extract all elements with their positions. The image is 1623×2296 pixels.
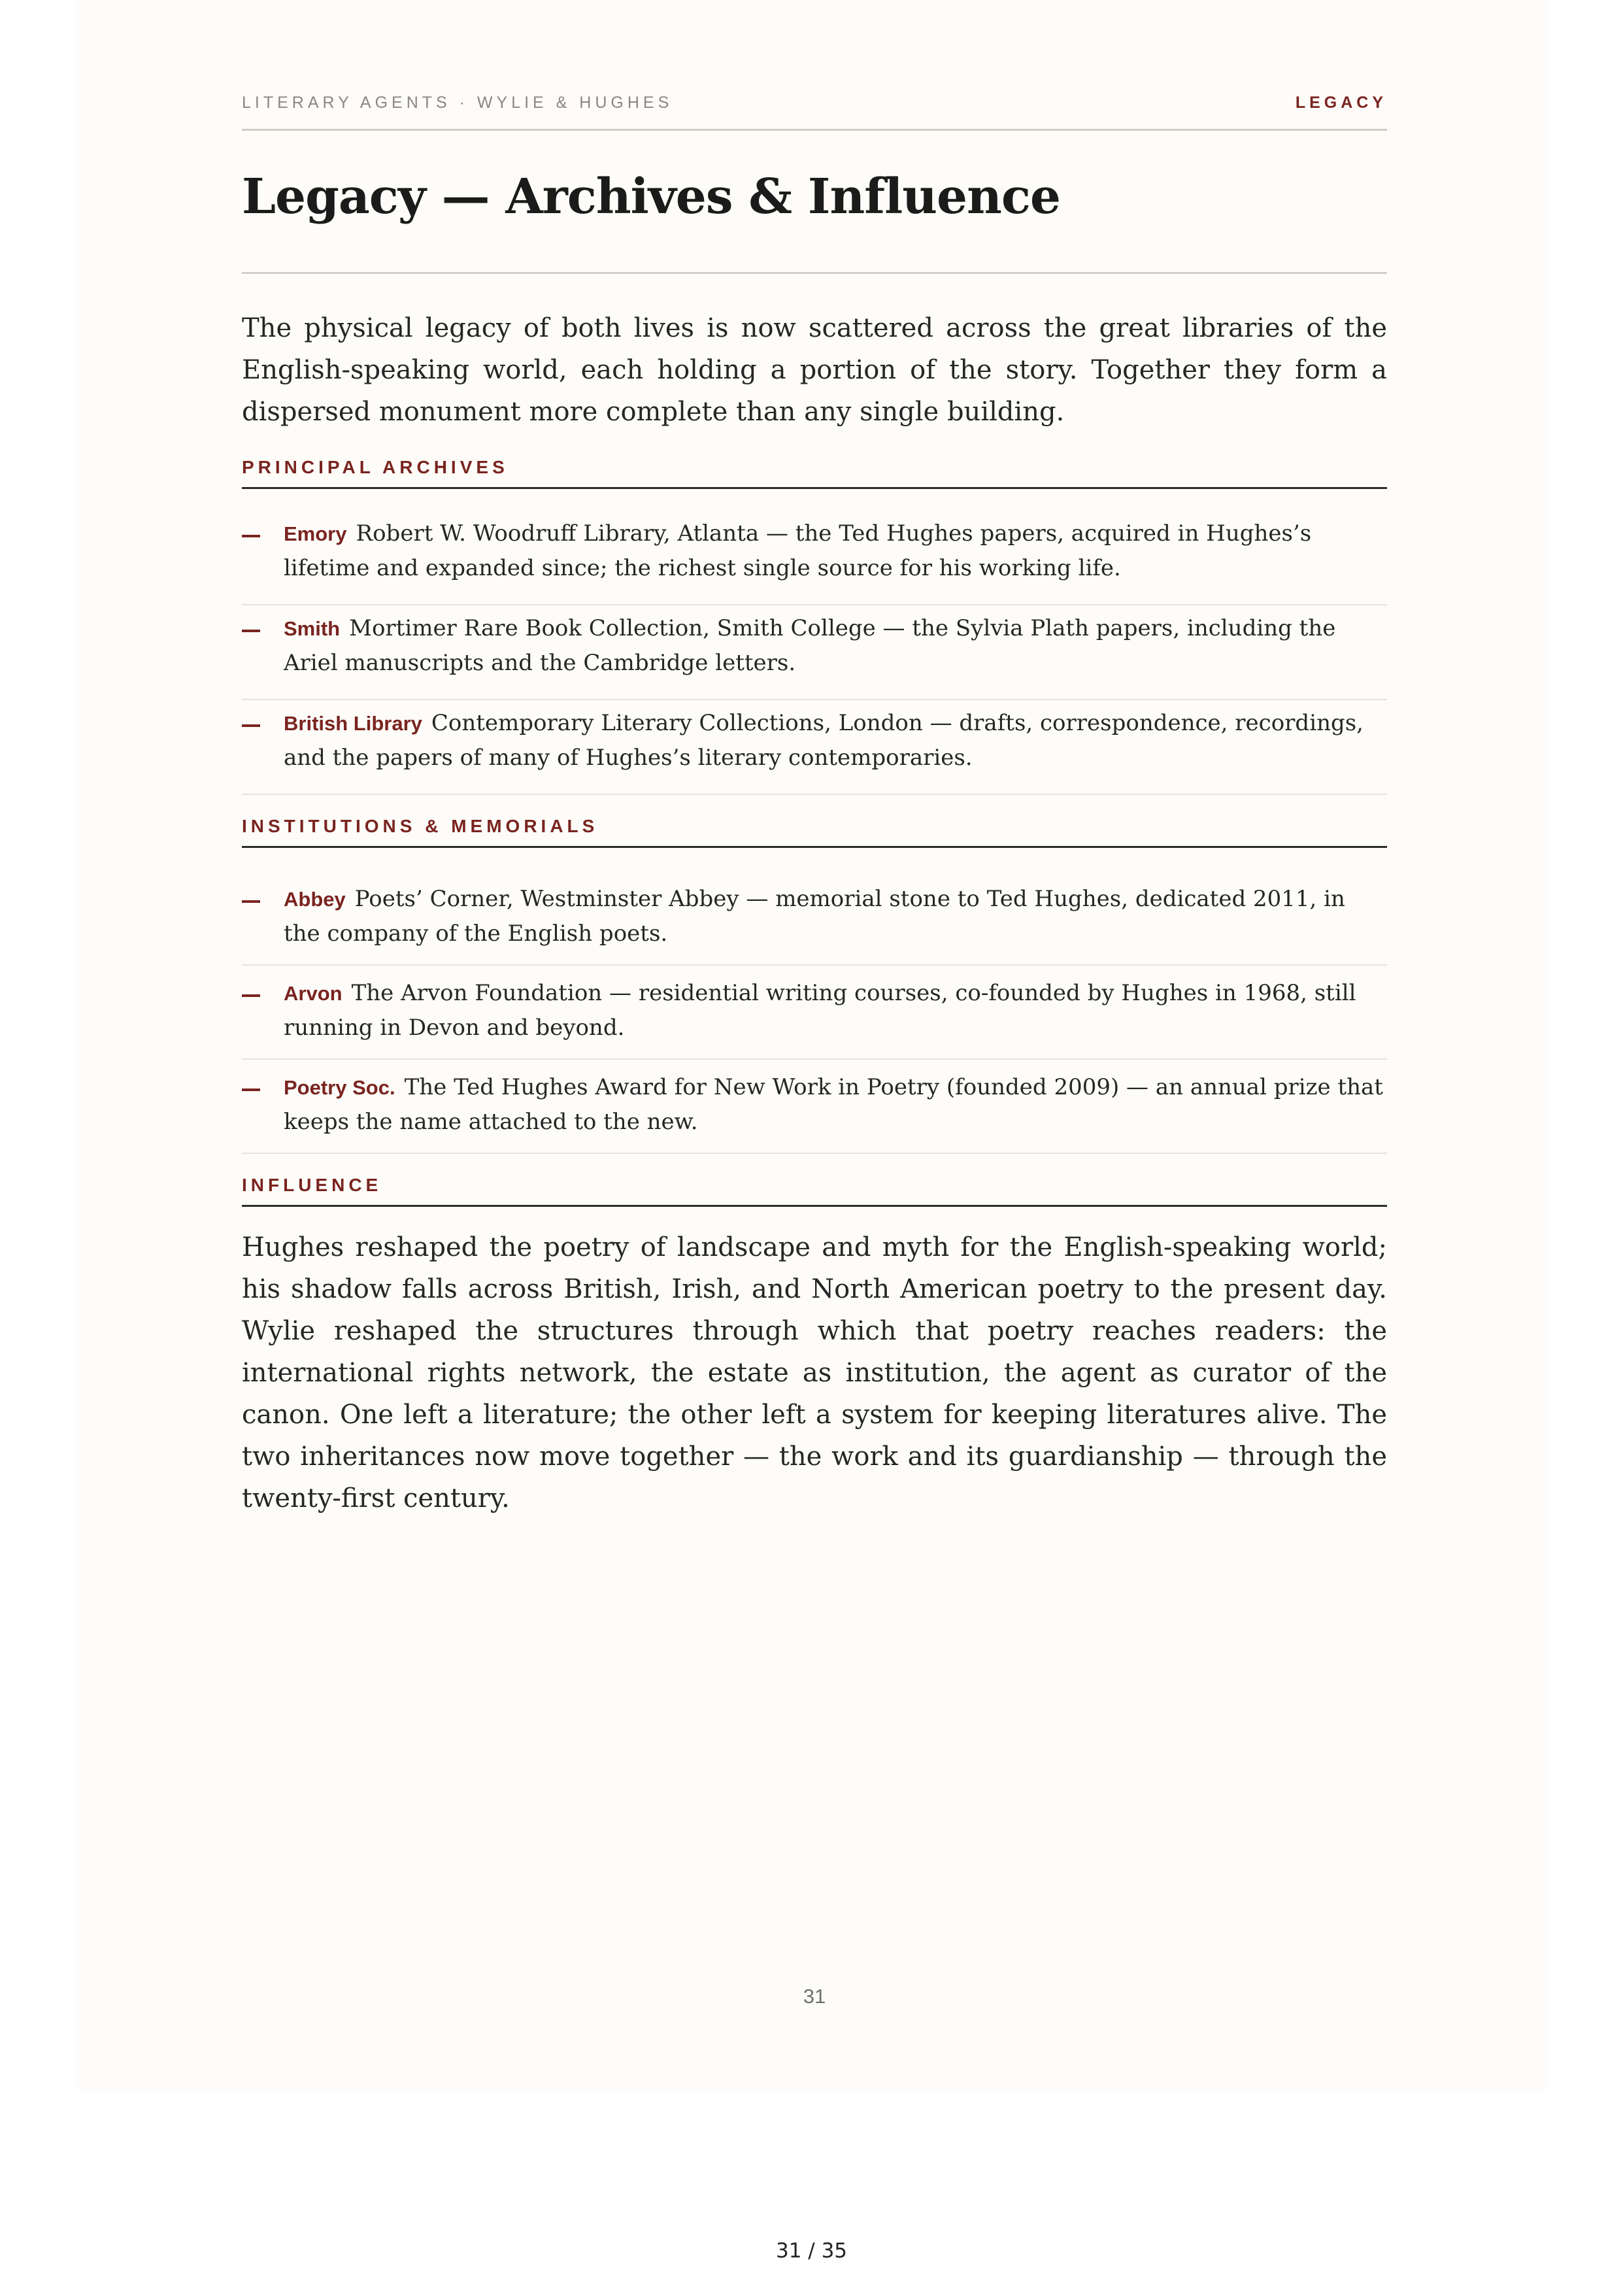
list-item-emory (242, 516, 1387, 605)
page-number: 31 (803, 1985, 826, 2008)
entry-description: The Ted Hughes Award for New Work in Poetry (founded 2009) — an annual prize that keeps the name attached to the new. (284, 1074, 1383, 1135)
entry-text (284, 976, 1387, 1045)
page-counter: 31 / 35 (775, 2239, 848, 2263)
title-divider (242, 272, 1387, 274)
page-title: Legacy — Archives & Influence (242, 169, 1061, 225)
entry-text (284, 1070, 1387, 1139)
document-page (78, 0, 1545, 2089)
entry-description: Mortimer Rare Book Collection, Smith College — the Sylvia Plath papers, including the Ariel manuscripts and the Cambridge letters. (284, 615, 1336, 676)
list-item-abbey (242, 882, 1387, 966)
entry-tag: Poetry Soc. (284, 1076, 395, 1099)
list-item-poetry-society (242, 1070, 1387, 1154)
dash-marker (242, 724, 260, 727)
entry-text (284, 611, 1387, 680)
influence-paragraph: Hughes reshaped the poetry of landscape and myth for the English-speaking world; his shadow falls across British, Irish, and North American poetry to the present day. Wylie reshaped the structures through which that poetry reaches readers: the international rights network, the estate as institution, the agent as curator of the canon. One left a literature; the other left a system for keeping literatures alive. The two inheritances now move together — the work and its guardianship — through the twenty-first century. (242, 1232, 1387, 1513)
entry-description: Poets’ Corner, Westminster Abbey — memorial stone to Ted Hughes, dedicated 2011, in the company of the English poets. (284, 886, 1345, 947)
entry-tag: Abbey (284, 888, 346, 911)
section-heading-institutions-memorials: INSTITUTIONS & MEMORIALS (242, 816, 1387, 848)
dash-marker (242, 535, 260, 537)
entry-description: Contemporary Literary Collections, London — drafts, correspondence, recordings, and the papers of many of Hughes’s literary contemporaries. (284, 710, 1364, 771)
dash-marker (242, 630, 260, 632)
entry-description: The Arvon Foundation — residential writing courses, co-founded by Hughes in 1968, still running in Devon and beyond. (284, 980, 1356, 1041)
entry-tag: Arvon (284, 982, 343, 1005)
list-item-british-library (242, 706, 1387, 795)
running-head-right: LEGACY (1295, 93, 1387, 112)
running-head (242, 93, 1387, 131)
entry-tag: Emory (284, 522, 347, 545)
dash-marker (242, 994, 260, 997)
entry-description: Robert W. Woodruff Library, Atlanta — the Ted Hughes papers, acquired in Hughes’s lifetime and expanded since; the richest single source for his working life. (284, 520, 1312, 581)
dash-marker (242, 1089, 260, 1091)
lead-paragraph: The physical legacy of both lives is now scattered across the great libraries of the English-speaking world, each holding a portion of the story. Together they form a dispersed monument more complete than any single building. (242, 313, 1387, 427)
list-item-arvon (242, 976, 1387, 1060)
dash-marker (242, 900, 260, 903)
entry-tag: British Library (284, 712, 422, 735)
list-item-smith (242, 611, 1387, 700)
entry-text (284, 706, 1387, 775)
section-heading-principal-archives: PRINCIPAL ARCHIVES (242, 457, 1387, 489)
entry-text (284, 882, 1387, 951)
entry-text (284, 516, 1387, 585)
running-head-left: LITERARY AGENTS · WYLIE & HUGHES (242, 93, 673, 112)
section-heading-influence: INFLUENCE (242, 1175, 1387, 1207)
entry-tag: Smith (284, 617, 341, 640)
